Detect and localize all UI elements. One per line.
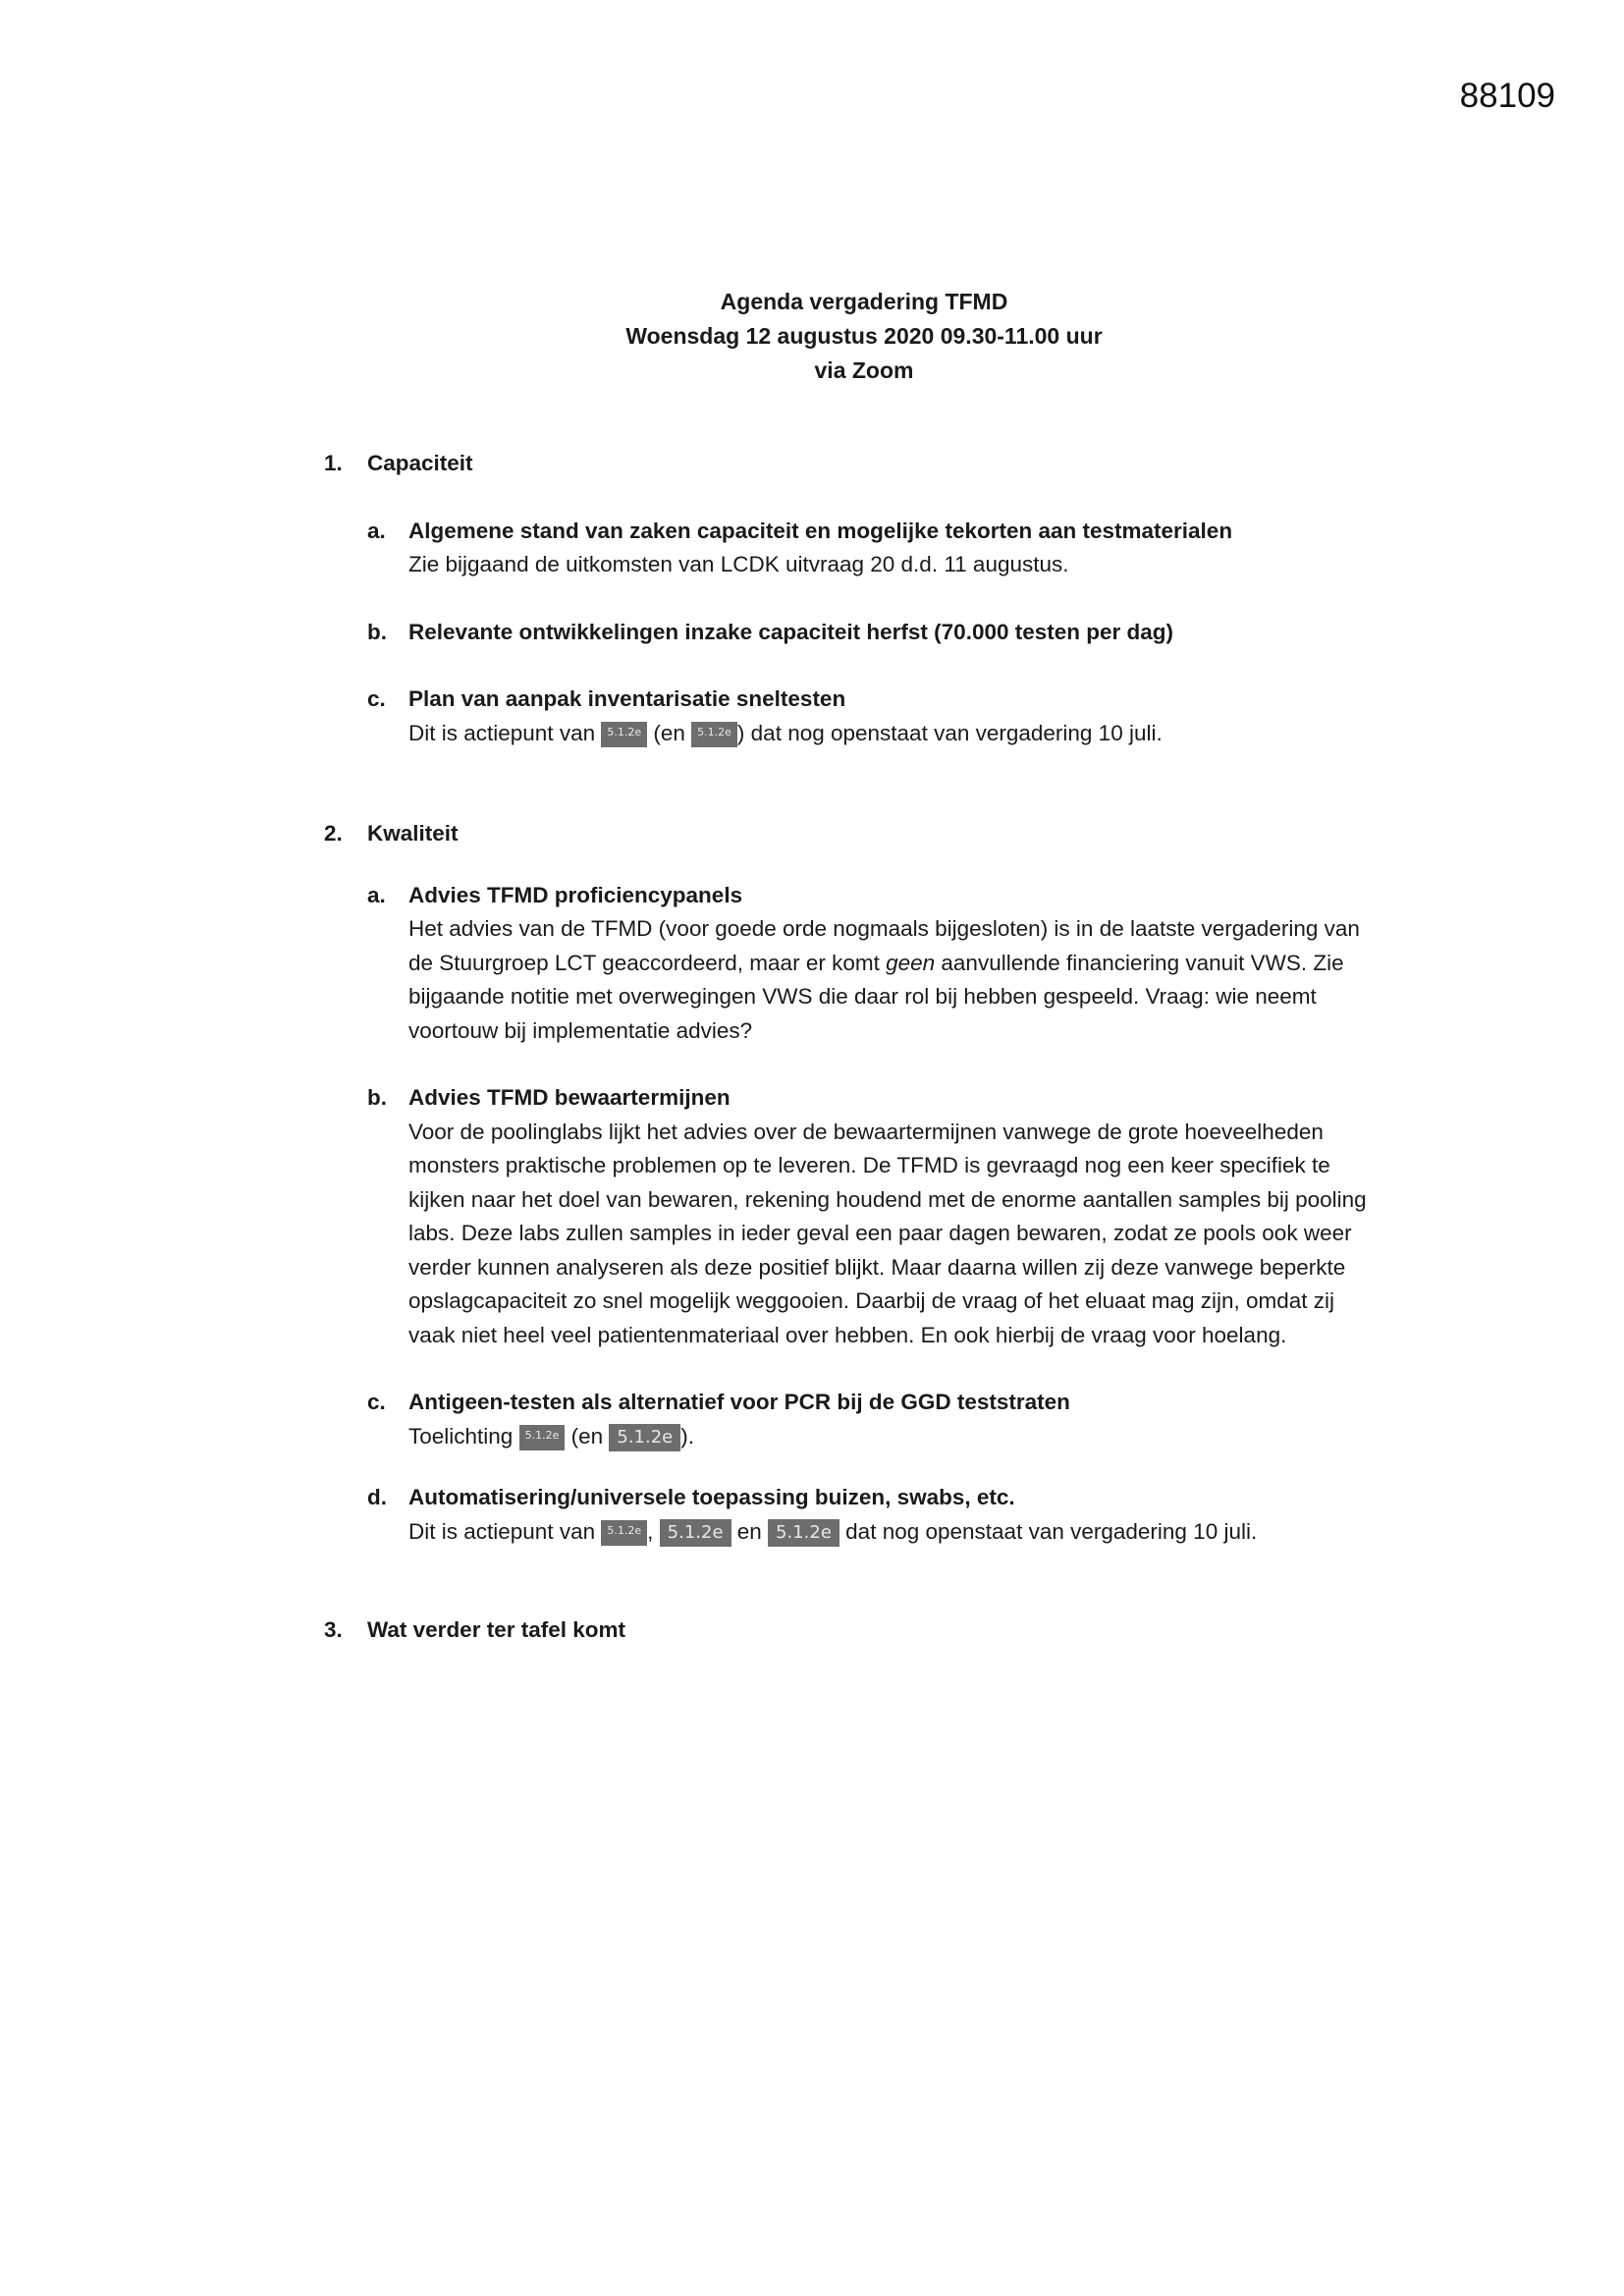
redaction-box: 5.1.2e bbox=[609, 1424, 680, 1451]
agenda-item-2d bbox=[367, 1481, 1384, 1549]
agenda-item-1b bbox=[367, 616, 1384, 650]
item-body bbox=[408, 1420, 1384, 1454]
body-text: aanvullende financiering vanuit VWS. Zie bijgaande notitie met overwegingen VWS die daar rol bij hebben gespeeld. Vraag: wie neemt voortouw bij implementatie advies? bbox=[408, 950, 1344, 1043]
item-letter: c. bbox=[367, 1390, 386, 1414]
body-text: , bbox=[647, 1518, 660, 1544]
item-letter: d. bbox=[367, 1485, 387, 1509]
body-text: Het advies van de TFMD (voor goede orde nogmaals bijgesloten) is in de laatste vergadering van de Stuurgroep LCT geaccordeerd, maar er komt bbox=[408, 916, 1360, 975]
section-number: 3. bbox=[324, 1617, 343, 1642]
body-text: (en bbox=[647, 720, 692, 745]
body-text: Dit is actiepunt van bbox=[408, 1518, 602, 1544]
section-number: 1. bbox=[324, 451, 343, 475]
section-title: Wat verder ter tafel komt bbox=[367, 1617, 625, 1642]
agenda-content bbox=[324, 447, 1384, 1648]
redaction-box: 5.1.2e bbox=[768, 1519, 839, 1547]
item-title: Antigeen-testen als alternatief voor PCR bij de GGD teststraten bbox=[408, 1390, 1070, 1414]
section-kwaliteit bbox=[324, 817, 1384, 851]
item-body bbox=[408, 1515, 1384, 1550]
redaction-box: 5.1.2e bbox=[601, 1520, 647, 1546]
item-body: Voor de poolinglabs lijkt het advies over de bewaartermijnen vanwege de grote hoeveelheden monsters praktische problemen op te leveren. De TFMD is gevraagd nog een keer specifiek te kijken naar het doel van bewaren, rekening houdend met de enorme aantallen samples bij pooling labs. Deze labs zullen samples in ieder geval een paar dagen bewaren, zodat ze pools ook weer verder kunnen analyseren als deze positief blijkt. Maar daarna willen zij deze vanwege beperkte opslagcapaciteit zo snel mogelijk weggooien. Daarbij de vraag of het eluaat mag zijn, omdat zij vaak niet heel veel patientenmateriaal over hebben. En ook hierbij de vraag voor hoelang. bbox=[408, 1119, 1367, 1347]
item-body: Zie bijgaand de uitkomsten van LCDK uitvraag 20 d.d. 11 augustus. bbox=[408, 552, 1069, 576]
body-text: Dit is actiepunt van bbox=[408, 720, 602, 745]
agenda-item-2b bbox=[367, 1081, 1384, 1352]
redaction-box: 5.1.2e bbox=[691, 722, 737, 747]
body-text: Toelichting bbox=[408, 1423, 519, 1449]
item-body bbox=[408, 912, 1384, 1048]
item-title: Algemene stand van zaken capaciteit en mogelijke tekorten aan testmaterialen bbox=[408, 518, 1233, 543]
item-letter: c. bbox=[367, 686, 386, 711]
redaction-box: 5.1.2e bbox=[660, 1519, 731, 1547]
meeting-location: via Zoom bbox=[814, 357, 914, 383]
redaction-box: 5.1.2e bbox=[601, 722, 647, 747]
section-wat-verder bbox=[324, 1613, 1384, 1648]
item-letter: b. bbox=[367, 619, 387, 644]
section-number: 2. bbox=[324, 821, 343, 846]
body-text: ) dat nog openstaat van vergadering 10 juli. bbox=[736, 720, 1163, 745]
agenda-item-1a bbox=[367, 515, 1384, 582]
item-title: Advies TFMD bewaartermijnen bbox=[408, 1085, 731, 1110]
item-body bbox=[408, 717, 1384, 751]
agenda-header bbox=[0, 285, 1624, 388]
meeting-date: Woensdag 12 augustus 2020 09.30-11.00 uur bbox=[625, 323, 1103, 349]
agenda-item-1c bbox=[367, 683, 1384, 750]
section-capaciteit bbox=[324, 447, 1384, 481]
body-text: (en bbox=[565, 1423, 610, 1449]
body-text: ). bbox=[680, 1423, 694, 1449]
item-letter: a. bbox=[367, 882, 386, 907]
item-title: Relevante ontwikkelingen inzake capaciteit herfst (70.000 testen per dag) bbox=[408, 619, 1174, 644]
agenda-item-2c bbox=[367, 1386, 1384, 1453]
agenda-item-2a bbox=[367, 879, 1384, 1049]
section-title: Capaciteit bbox=[367, 451, 473, 475]
item-title: Plan van aanpak inventarisatie sneltesten bbox=[408, 686, 846, 711]
document-number: 88109 bbox=[1459, 77, 1555, 115]
body-text: dat nog openstaat van vergadering 10 juli. bbox=[839, 1518, 1258, 1544]
item-title: Advies TFMD proficiencypanels bbox=[408, 882, 743, 907]
item-letter: b. bbox=[367, 1085, 387, 1110]
emphasis-text: geen bbox=[886, 950, 936, 975]
item-title: Automatisering/universele toepassing buizen, swabs, etc. bbox=[408, 1485, 1015, 1509]
body-text: en bbox=[731, 1518, 769, 1544]
item-letter: a. bbox=[367, 518, 386, 543]
section-title: Kwaliteit bbox=[367, 821, 459, 846]
redaction-box: 5.1.2e bbox=[519, 1425, 566, 1450]
agenda-title: Agenda vergadering TFMD bbox=[720, 289, 1008, 314]
